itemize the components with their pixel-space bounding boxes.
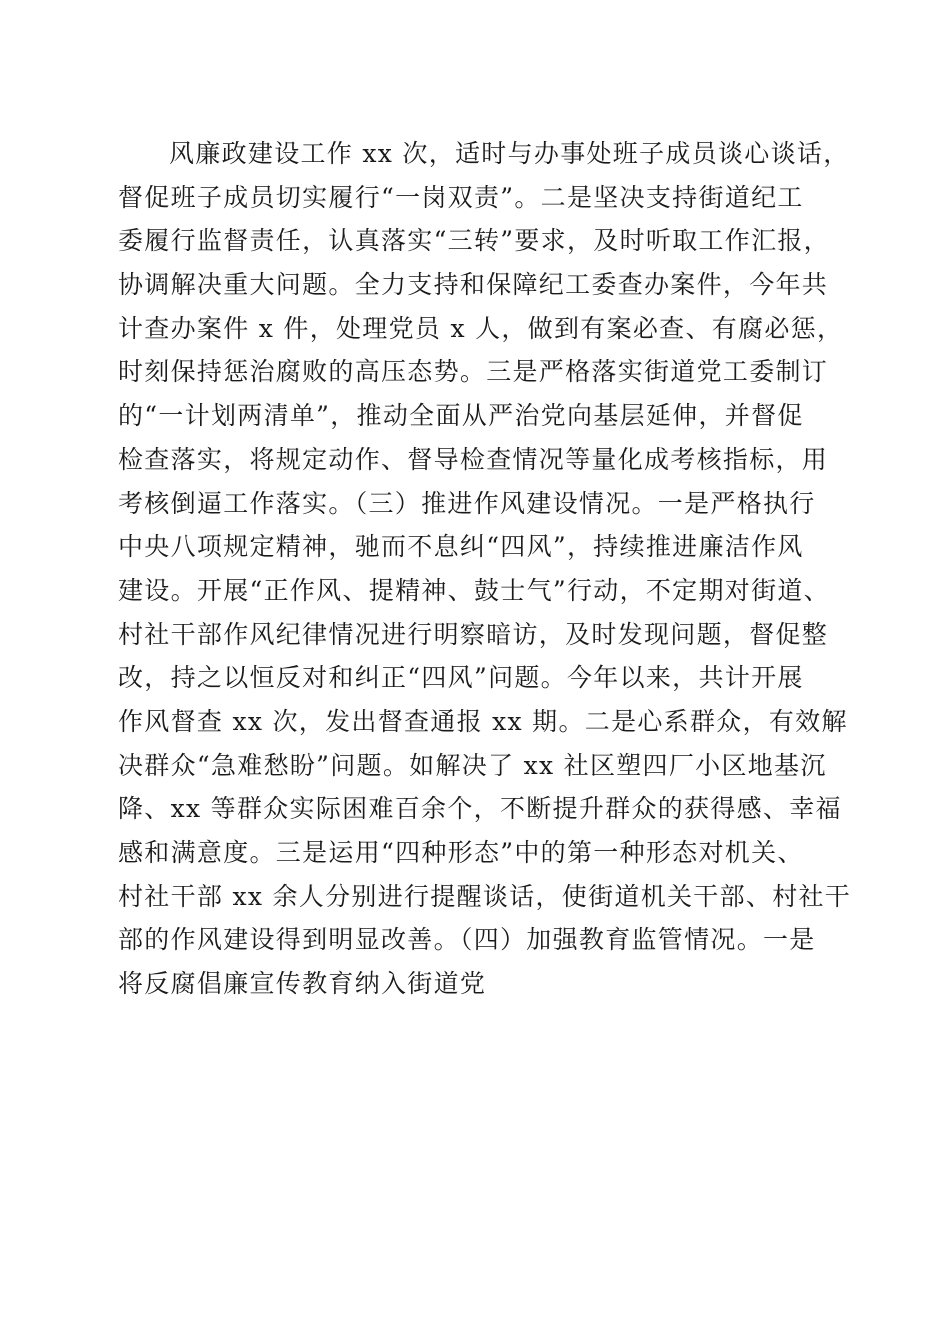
text-line: 感和满意度。三是运用“四种形态”中的第一种形态对机关、 [118, 838, 804, 867]
text-line: 委履行监督责任，认真落实“三转”要求，及时听取工作汇报， [118, 226, 830, 256]
text-line: 改，持之以恒反对和纠正“四风”问题。今年以来，共计开展 [118, 663, 804, 693]
text-line: 时刻保持惩治腐败的高压态势。三是严格落实街道党工委制订 [118, 357, 829, 387]
text-line: 计查办案件 x 件，处理党员 x 人，做到有案必查、有腐必惩， [118, 313, 844, 343]
text-line: 村社干部 xx 余人分别进行提醒谈话，使街道机关干部、村社干 [118, 881, 852, 911]
text-line: 考核倒逼工作落实。（三）推进作风建设情况。一是严格执行 [118, 488, 816, 518]
body-text [118, 132, 852, 1006]
text-line: 协调解决重大问题。全力支持和保障纪工委查办案件，今年共 [118, 270, 829, 300]
text-line: 的“一计划两清单”，推动全面从严治党向基层延伸，并督促 [118, 401, 804, 431]
text-line: 将反腐倡廉宣传教育纳入街道党 [118, 969, 487, 999]
text-line: 降、xx 等群众实际困难百余个，不断提升群众的获得感、幸福 [118, 794, 842, 824]
text-line: 决群众“急难愁盼”问题。如解决了 xx 社区塑四厂小区地基沉 [118, 750, 827, 780]
text-line: 作风督查 xx 次，发出督查通报 xx 期。二是心系群众，有效解 [118, 706, 848, 736]
text-line: 建设。开展“正作风、提精神、鼓士气”行动，不定期对街道、 [118, 575, 830, 605]
text-line: 中央八项规定精神，驰而不息纠“四风”，持续推进廉洁作风 [118, 532, 804, 562]
text-line: 风廉政建设工作 xx 次，适时与办事处班子成员谈心谈话， [169, 139, 850, 168]
text-line: 督促班子成员切实履行“一岗双责”。二是坚决支持街道纪工 [118, 182, 804, 212]
text-line: 检查落实，将规定动作、督导检查情况等量化成考核指标，用 [118, 444, 829, 474]
text-line: 村社干部作风纪律情况进行明察暗访，及时发现问题，督促整 [118, 619, 829, 649]
text-line: 部的作风建设得到明显改善。（四）加强教育监管情况。一是 [118, 925, 816, 955]
